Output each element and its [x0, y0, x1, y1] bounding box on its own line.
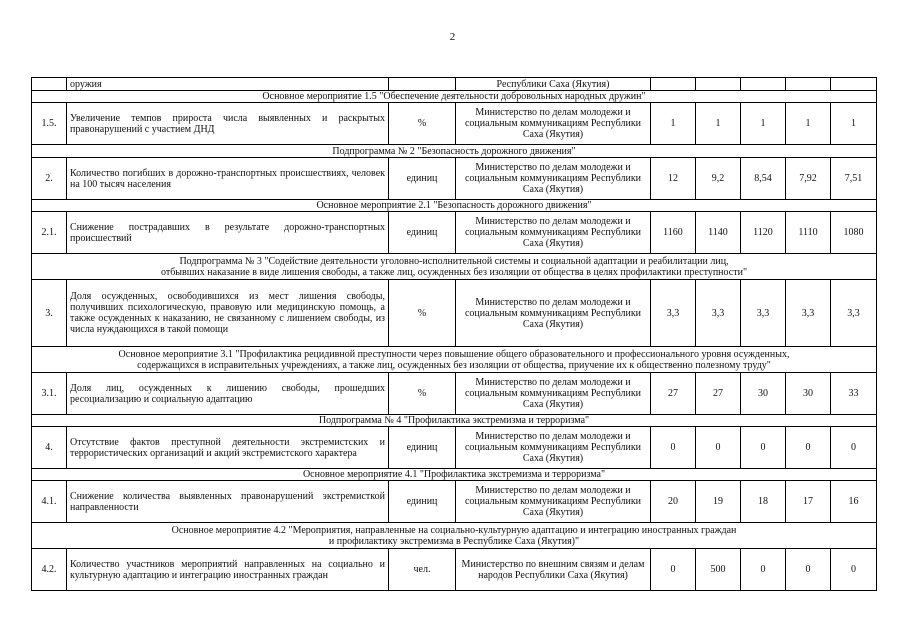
row-number-cell: 4.: [32, 427, 67, 469]
unit-cell: %: [389, 373, 456, 415]
row-number-cell: 4.1.: [32, 481, 67, 523]
table-row: [32, 373, 877, 415]
value-cell: 0: [651, 427, 696, 469]
section-header-line: Основное мероприятие 4.1 "Профилактика экстремизма и терроризма": [302, 469, 606, 480]
responsible-cell: Министерство по делам молодежи и социальным коммуникациям Республики Саха (Якутия): [456, 103, 651, 145]
row-number-cell: 1.5.: [32, 103, 67, 145]
unit-cell: чел.: [389, 549, 456, 591]
value-cell: 0: [741, 427, 786, 469]
value-cell: 0: [741, 549, 786, 591]
value-cell: 30: [741, 373, 786, 415]
indicator-name-cell: Доля лиц, осужденных к лишению свободы, прошедших ресоциализацию и социальную адаптацию: [67, 373, 389, 415]
section-header-line: Подпрограмма № 3 "Содействие деятельности уголовно-исполнительной системы и социальной адаптации и реабилитации лиц,: [179, 255, 729, 267]
value-cell: 12: [651, 158, 696, 200]
section-header-row: [32, 200, 877, 212]
value-cell: 1120: [741, 212, 786, 254]
section-header: [32, 145, 877, 158]
section-header: [32, 200, 877, 212]
section-header-line: Основное мероприятие 1.5 "Обеспечение деятельности добровольных народных дружин": [262, 91, 646, 102]
unit-cell: единиц: [389, 481, 456, 523]
section-header-line: Основное мероприятие 2.1 "Безопасность дорожного движения": [316, 200, 592, 211]
indicator-name-cell: Количество погибших в дорожно-транспортных происшествиях, человек на 100 тысяч населения: [67, 158, 389, 200]
table-row: [32, 427, 877, 469]
value-cell: 1160: [651, 212, 696, 254]
responsible-cell: Министерство по делам молодежи и социальным коммуникациям Республики Саха (Якутия): [456, 280, 651, 347]
value-cell: [741, 78, 786, 91]
value-cell: 30: [786, 373, 831, 415]
section-header: [32, 469, 877, 481]
indicator-name-cell: Снижение пострадавших в результате дорожно-транспортных происшествий: [67, 212, 389, 254]
table-row: [32, 158, 877, 200]
section-header-row: [32, 91, 877, 103]
value-cell: 3,3: [696, 280, 741, 347]
value-cell: 1: [651, 103, 696, 145]
value-cell: [651, 78, 696, 91]
row-number-cell: 3.1.: [32, 373, 67, 415]
value-cell: 1110: [786, 212, 831, 254]
table-row: [32, 481, 877, 523]
value-cell: 500: [696, 549, 741, 591]
section-header: [32, 91, 877, 103]
table-row: [32, 549, 877, 591]
section-header: [32, 347, 877, 373]
value-cell: 1: [831, 103, 877, 145]
table-row: [32, 78, 877, 91]
indicators-table: [31, 77, 877, 591]
row-number-cell: 4.2.: [32, 549, 67, 591]
value-cell: 1: [741, 103, 786, 145]
section-header-line: отбывших наказание в виде лишения свободы, а также лиц, осужденных без изоляции от общества в целях профилактики преступности": [160, 266, 748, 278]
indicator-name-cell: оружия: [67, 78, 389, 91]
section-header-row: [32, 347, 877, 373]
page-number: 2: [449, 31, 456, 43]
indicator-name-cell: Снижение количества выявленных правонарушений экстремисткой направленности: [67, 481, 389, 523]
value-cell: 17: [786, 481, 831, 523]
row-number-cell: 2.1.: [32, 212, 67, 254]
section-header: [32, 254, 877, 280]
value-cell: 0: [831, 427, 877, 469]
section-header-row: [32, 254, 877, 280]
unit-cell: %: [389, 103, 456, 145]
value-cell: 3,3: [651, 280, 696, 347]
unit-cell: [389, 78, 456, 91]
responsible-cell: Министерство по делам молодежи и социальным коммуникациям Республики Саха (Якутия): [456, 427, 651, 469]
section-header-line: и профилактику экстремизма в Республике Саха (Якутия)": [328, 535, 580, 547]
responsible-cell: Министерство по делам молодежи и социальным коммуникациям Республики Саха (Якутия): [456, 212, 651, 254]
value-cell: 3,3: [786, 280, 831, 347]
section-header-line: содержащихся в исправительных учреждениях, а также лиц, осужденных без изоляции от общества, приучение их к общественно полезному труду": [137, 359, 771, 371]
row-number-cell: 2.: [32, 158, 67, 200]
indicator-name-cell: Количество участников мероприятий направленных на социально и культурную адаптацию и интеграцию иностранных граждан: [67, 549, 389, 591]
unit-cell: единиц: [389, 158, 456, 200]
value-cell: 33: [831, 373, 877, 415]
unit-cell: единиц: [389, 212, 456, 254]
section-header-line: Подпрограмма № 2 "Безопасность дорожного движения": [332, 145, 576, 157]
value-cell: 7,92: [786, 158, 831, 200]
value-cell: 16: [831, 481, 877, 523]
value-cell: 27: [651, 373, 696, 415]
section-header-row: [32, 145, 877, 158]
value-cell: 18: [741, 481, 786, 523]
value-cell: [831, 78, 877, 91]
responsible-cell: Министерство по внешним связям и делам народов Республики Саха (Якутия): [456, 549, 651, 591]
responsible-cell: Министерство по делам молодежи и социальным коммуникациям Республики Саха (Якутия): [456, 373, 651, 415]
value-cell: 20: [651, 481, 696, 523]
value-cell: 1080: [831, 212, 877, 254]
indicator-name-cell: Отсутствие фактов преступной деятельности экстремистских и террористических организаций и акций экстремистского характера: [67, 427, 389, 469]
responsible-cell: Министерство по делам молодежи и социальным коммуникациям Республики Саха (Якутия): [456, 481, 651, 523]
value-cell: 3,3: [831, 280, 877, 347]
value-cell: 8,54: [741, 158, 786, 200]
value-cell: 0: [786, 549, 831, 591]
value-cell: [786, 78, 831, 91]
section-header-row: [32, 469, 877, 481]
value-cell: 0: [786, 427, 831, 469]
section-header-line: Подпрограмма № 4 "Профилактика экстремизма и терроризма": [318, 415, 590, 426]
value-cell: 9,2: [696, 158, 741, 200]
table-row: [32, 103, 877, 145]
section-header-line: Основное мероприятие 4.2 "Мероприятия, направленные на социально-культурную адаптацию и интеграцию иностранных граждан: [171, 524, 737, 536]
value-cell: 0: [651, 549, 696, 591]
section-header: [32, 415, 877, 427]
value-cell: 19: [696, 481, 741, 523]
indicator-name-cell: Доля осужденных, освободившихся из мест лишения свободы, получивших психологическую, правовую или медицинскую помощь, а также осужденных к наказанию, не связанному с лишением свободы, из числа нуждающихся в такой помощи: [67, 280, 389, 347]
value-cell: 7,51: [831, 158, 877, 200]
value-cell: 27: [696, 373, 741, 415]
responsible-cell: Республики Саха (Якутия): [456, 78, 651, 91]
value-cell: 1: [696, 103, 741, 145]
value-cell: [696, 78, 741, 91]
section-header-line: Основное мероприятие 3.1 "Профилактика рецидивной преступности через повышение общего образовательного и профессионального уровня осужденных,: [118, 348, 790, 360]
value-cell: 0: [831, 549, 877, 591]
unit-cell: %: [389, 280, 456, 347]
row-number-cell: 3.: [32, 280, 67, 347]
value-cell: 0: [696, 427, 741, 469]
section-header: [32, 523, 877, 549]
value-cell: 3,3: [741, 280, 786, 347]
unit-cell: единиц: [389, 427, 456, 469]
value-cell: 1: [786, 103, 831, 145]
section-header-row: [32, 523, 877, 549]
table-row: [32, 212, 877, 254]
responsible-cell: Министерство по делам молодежи и социальным коммуникациям Республики Саха (Якутия): [456, 158, 651, 200]
table-row: [32, 280, 877, 347]
value-cell: 1140: [696, 212, 741, 254]
table-body: [32, 78, 877, 591]
row-number-cell: [32, 78, 67, 91]
indicator-name-cell: Увеличение темпов прироста числа выявленных и раскрытых правонарушений с участием ДНД: [67, 103, 389, 145]
section-header-row: [32, 415, 877, 427]
